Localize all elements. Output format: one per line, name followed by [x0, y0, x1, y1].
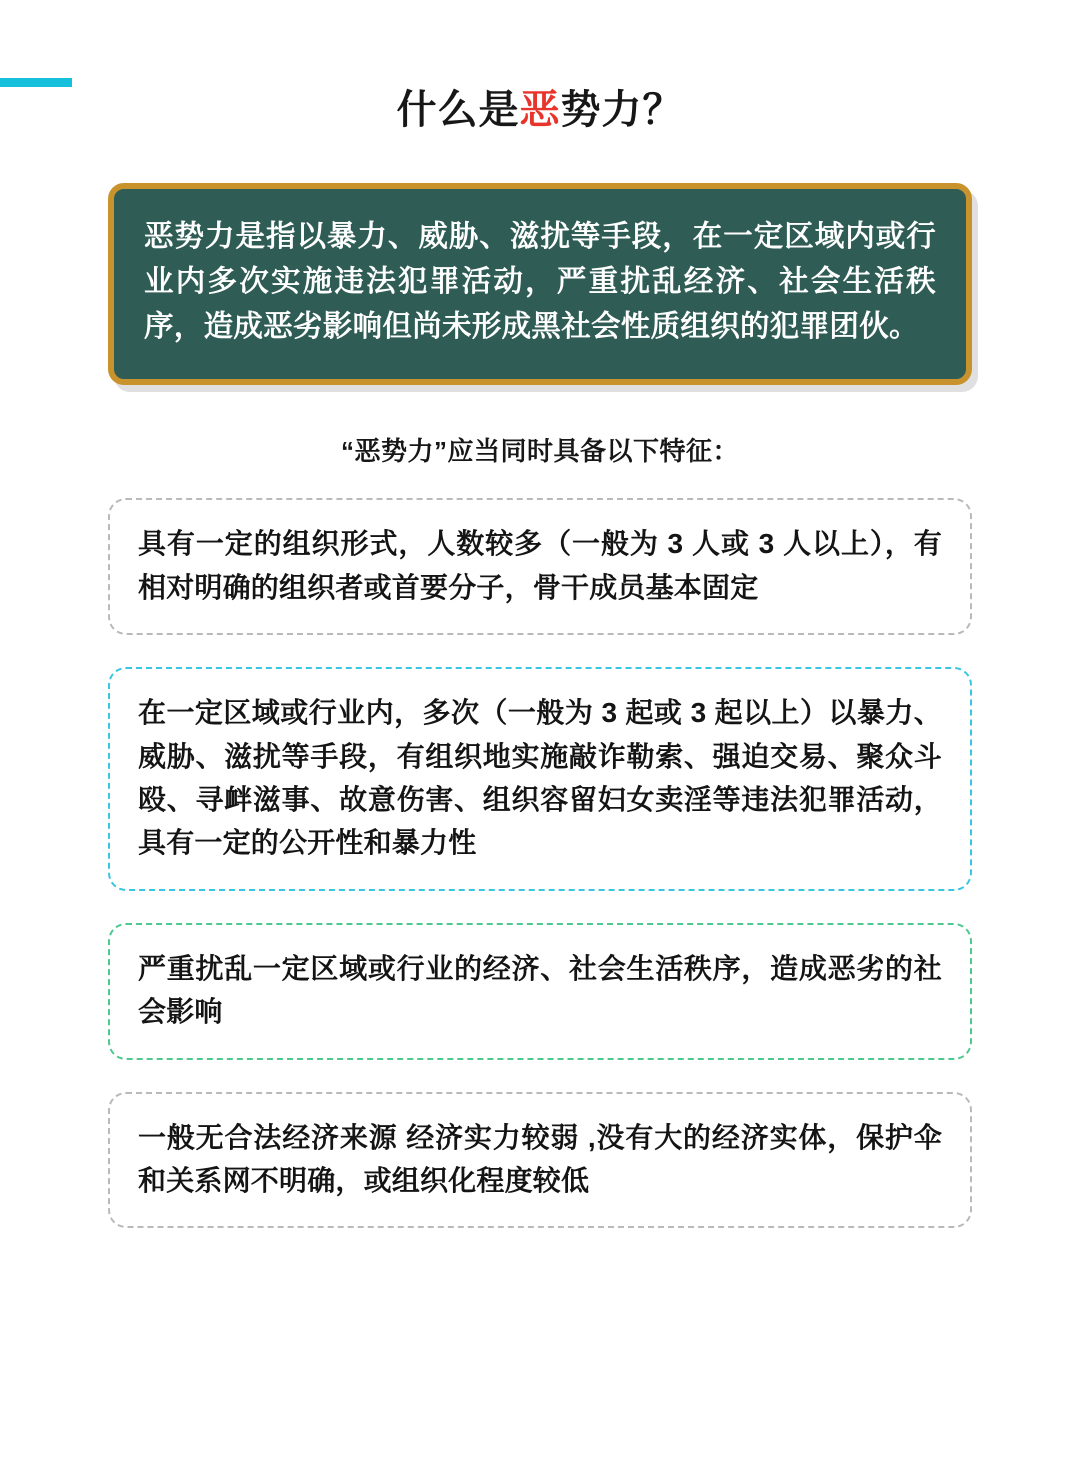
definition-box [108, 183, 972, 385]
features-subheading: “恶势力”应当同时具备以下特征： [340, 436, 739, 467]
page-title-highlight: 恶 [519, 88, 561, 132]
feature-text: 具有一定的组织形式，人数较多（一般为 3 人或 3 人以上），有相对明确的组织者或首要分子，骨干成员基本固定 [138, 528, 942, 603]
feature-card-social-impact [108, 923, 972, 1060]
page-title-suffix: 势力？ [560, 88, 684, 132]
feature-card-repeated-crimes [108, 667, 972, 891]
feature-card-economic-base [108, 1092, 972, 1229]
top-accent-bar [0, 78, 72, 87]
feature-text: 一般无合法经济来源 经济实力较弱 ,没有大的经济实体，保护伞和关系网不明确，或组织化程度较低 [138, 1121, 942, 1196]
feature-text: 在一定区域或行业内，多次（一般为 3 起或 3 起以上）以暴力、威胁、滋扰等手段，有组织地实施敲诈勒索、强迫交易、聚众斗殴、寻衅滋事、故意伤害、组织容留妇女卖淫等违法犯罪活动，具有一定的公开性和暴力性 [138, 697, 942, 859]
definition-text: 恶势力是指以暴力、威胁、滋扰等手段，在一定区域内或行业内多次实施违法犯罪活动，严重扰乱经济、社会生活秩序，造成恶劣影响但尚未形成黑社会性质组织的犯罪团伙。 [144, 220, 936, 343]
page-title-prefix: 什么是 [396, 88, 520, 132]
page-title [108, 78, 972, 135]
feature-card-organization [108, 498, 972, 635]
features-list [108, 498, 972, 1228]
feature-text: 严重扰乱一定区域或行业的经济、社会生活秩序，造成恶劣的社会影响 [138, 952, 942, 1028]
poster-page [0, 78, 1080, 1228]
